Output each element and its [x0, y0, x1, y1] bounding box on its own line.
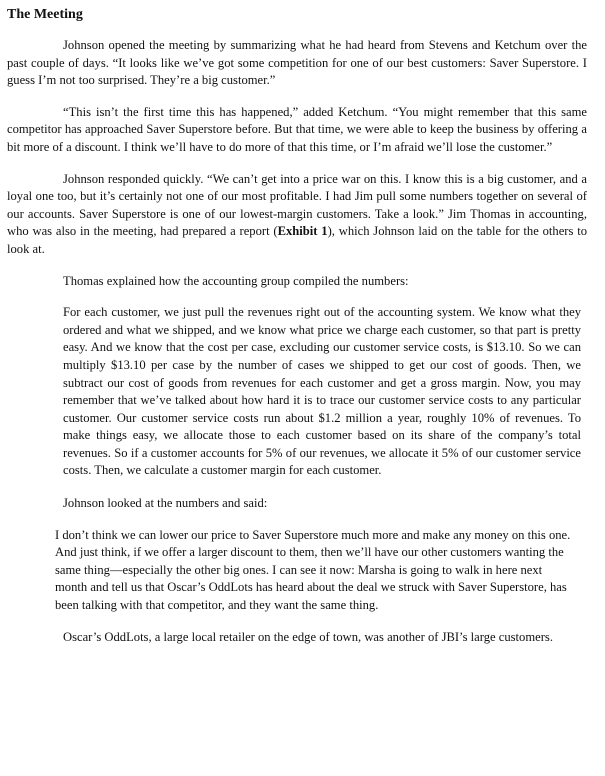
section-heading: The Meeting	[7, 7, 83, 22]
block-quote-thomas: For each customer, we just pull the revenues right out of the accounting system. We know what they ordered and what we shipped, and we know what price we charge each customer, so that part is pretty easy. And we know that the cost per case, excluding our customer service costs, is $13.10. So we can multiply $13.10 per case by the number of cases we shipped to get our cost of goods. Then, we subtract our cost of goods from revenues for each customer and get a gross margin. Now, you may remember that we’ve talked about how hard it is to trace our customer service costs to any particular customer. Our customer service costs run about $1.2 million a year, roughly 10% of revenues. To make things easy, we allocate those to each customer based on its share of the company’s total revenues. So if a customer accounts for 5% of our revenues, we allocate it 5% of our customer service costs. Then, we calculate a customer margin for each customer.	[63, 305, 581, 478]
paragraph-thomas-intro: Thomas explained how the accounting group compiled the numbers:	[63, 273, 409, 288]
paragraph-ketchum-reply: “This isn’t the first time this has happened,” added Ketchum. “You might remember that this same competitor has approached Saver Superstore before. But that time, we were able to keep the business by offering a bit more of a discount. I think we’ll have to do more of that this time, or I’m afraid we’ll lose the customer.”	[7, 104, 587, 154]
block-quote-johnson: I don’t think we can lower our price to Saver Superstore much more and make any money on this one. And just think, if we offer a larger discount to them, then we’ll have our other customers wanting the same thing—especially the other big ones. I can see it now: Marsha is going to walk in here next month and tell us that Oscar’s OddLots has heard about the deal we struck with Saver Superstore, has been talking with that competitor, and they want the same thing.	[55, 527, 571, 613]
exhibit-reference: Exhibit 1	[277, 224, 328, 239]
paragraph-text-segment: ), which Johnson laid on the table for the others to look at.	[7, 224, 587, 256]
paragraph-text-segment: Johnson responded quickly. “We can’t get into a price war on this. I know this is a big customer, and a loyal one too, but it’s certainly not one of our most profitable. I had Jim pull some numbers together on several of our accounts. Saver Superstore is one of our lowest-margin customers. Take a look.” Jim Thomas in accounting, who was also in the meeting, had prepared a report (	[7, 171, 587, 239]
paragraph-johnson-intro: Johnson looked at the numbers and said:	[63, 496, 268, 511]
paragraph-oscars-oddlots: Oscar’s OddLots, a large local retailer on the edge of town, was another of JBI’s large customers.	[63, 629, 553, 644]
paragraph-meeting-opening: Johnson opened the meeting by summarizing what he had heard from Stevens and Ketchum over the past couple of days. “It looks like we’ve got some competition for one of our best customers: Saver Superstore. I guess I’m not too surprised. They’re a big customer.”	[7, 38, 587, 88]
paragraph-johnson-response	[7, 171, 587, 259]
